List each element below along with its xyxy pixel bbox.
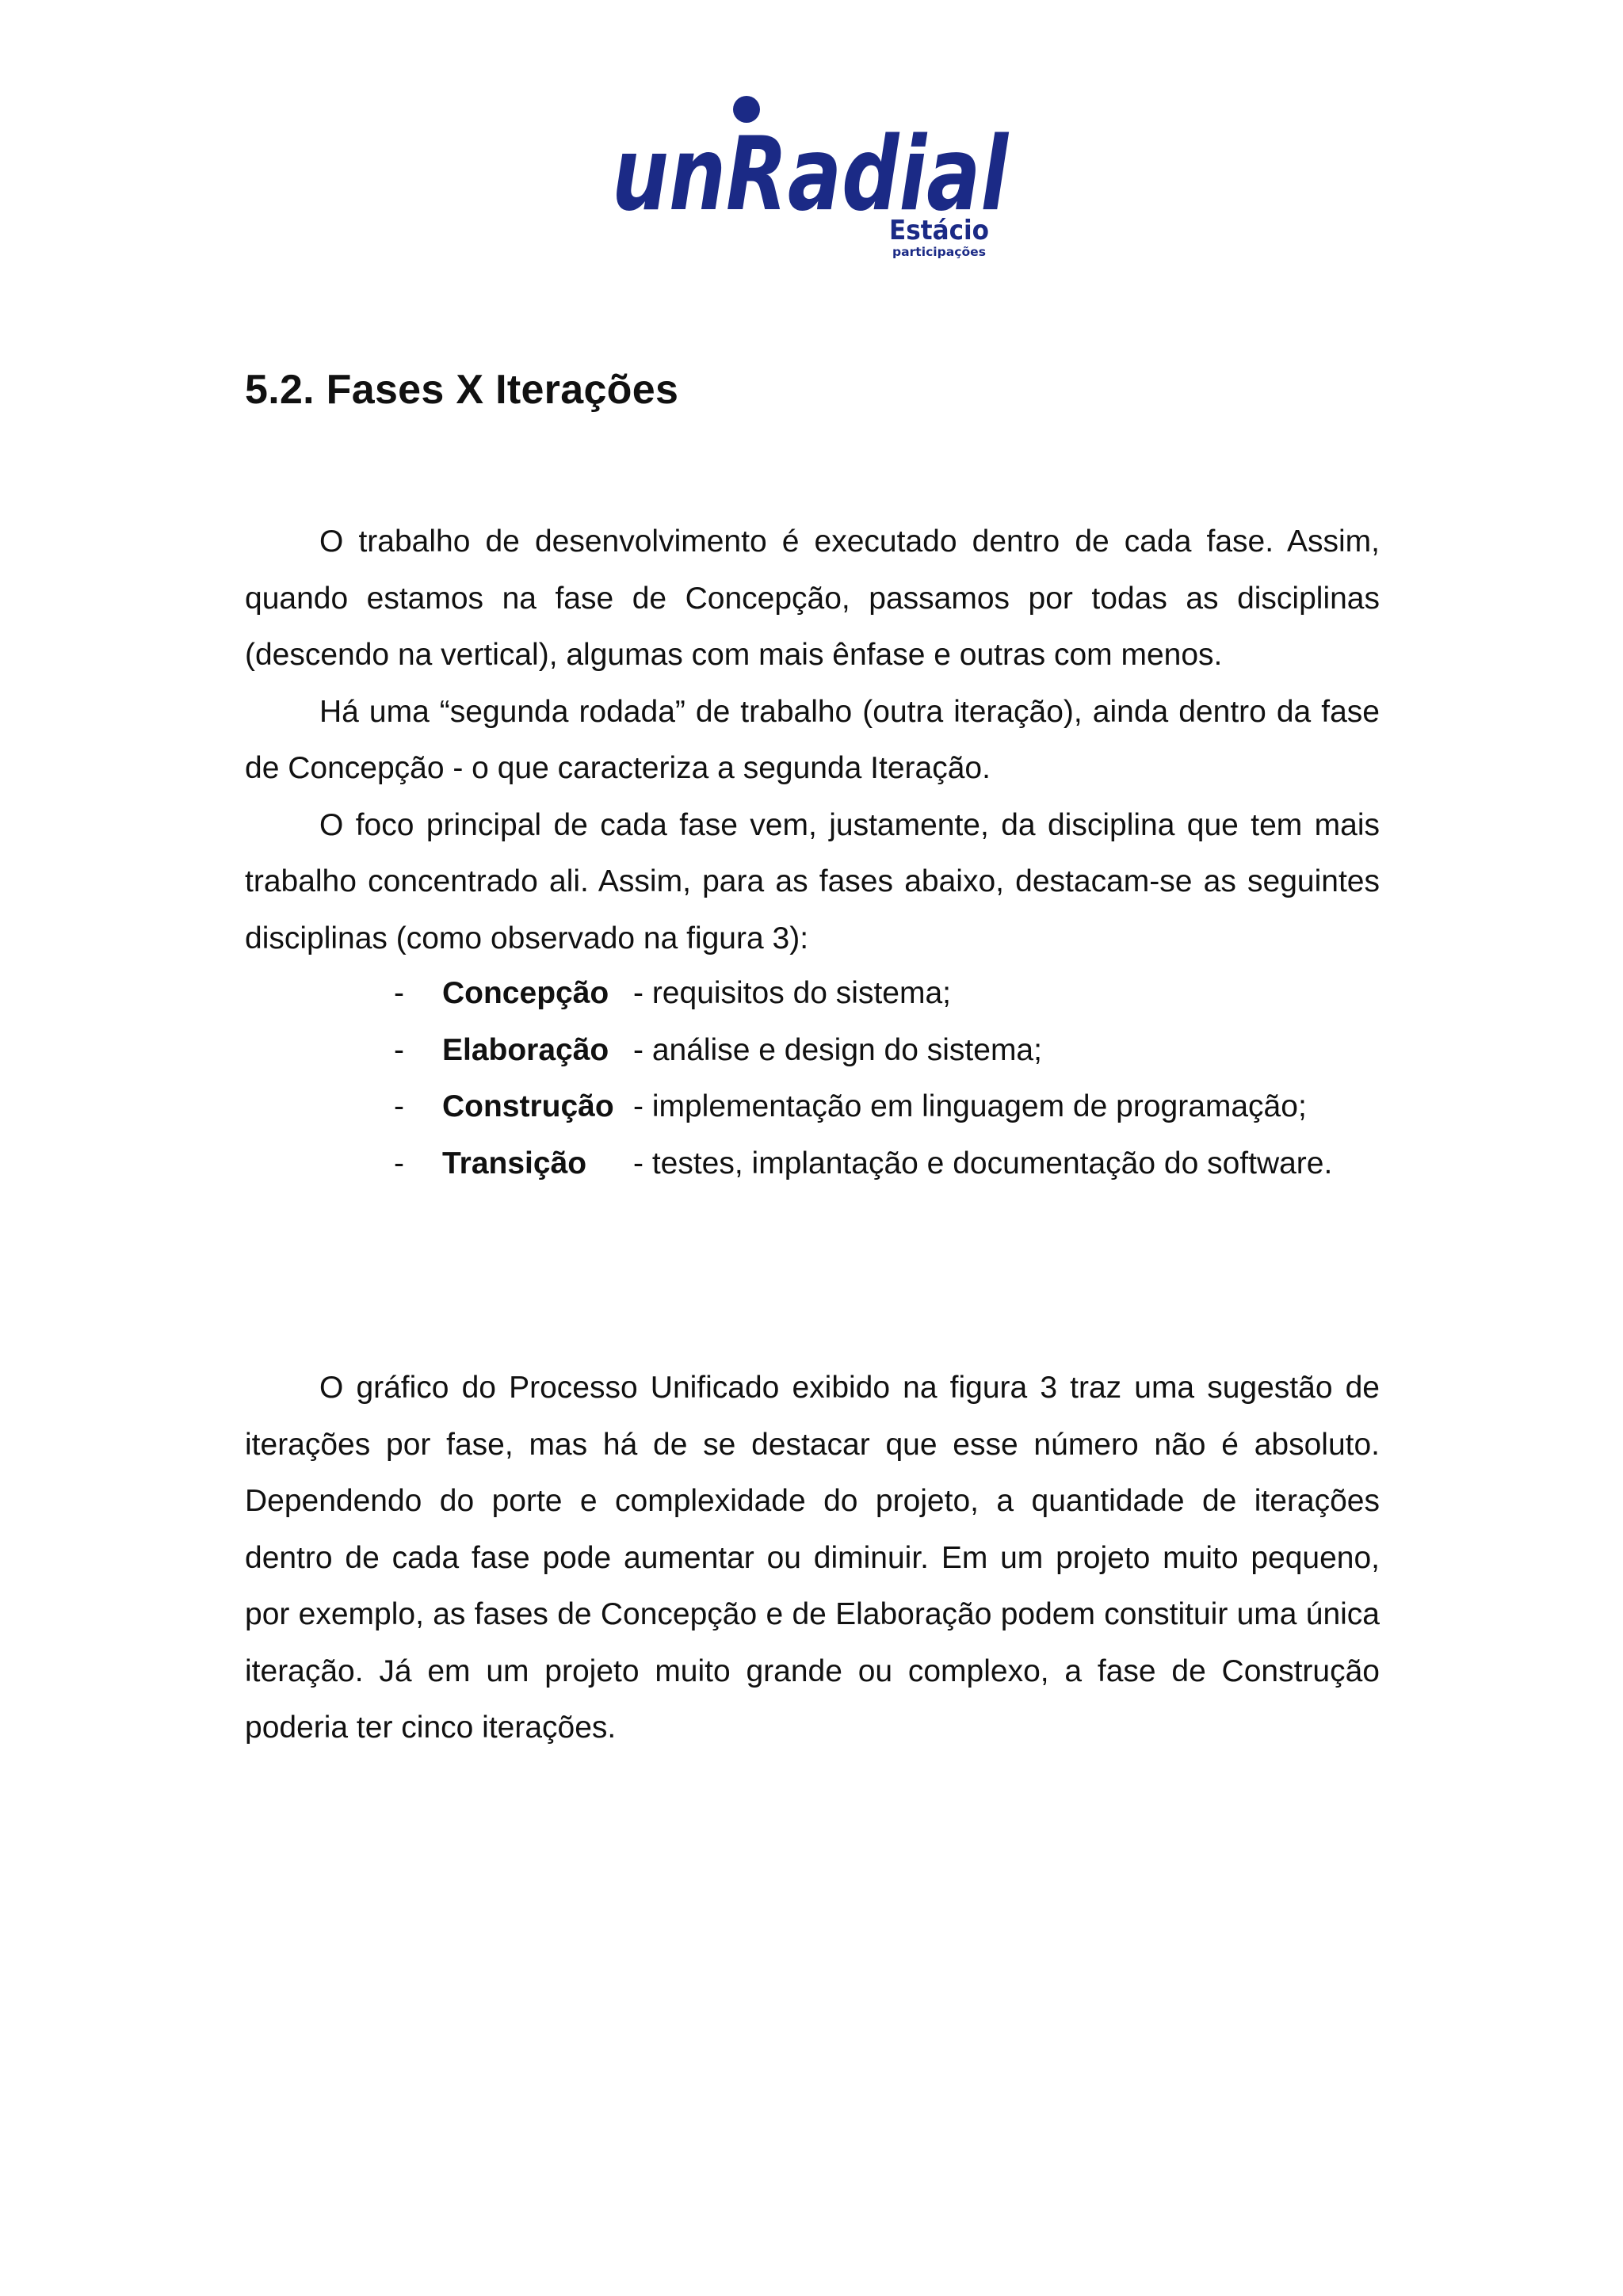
list-item (245, 965, 1386, 1022)
list-term: Concepção (442, 976, 609, 1010)
unradial-logo (610, 93, 1014, 264)
list-dash: - (394, 1089, 404, 1123)
list-term: Transição (442, 1146, 587, 1180)
list-dash: - (394, 1032, 404, 1067)
unradial-logo-mark (610, 93, 1014, 264)
closing-paragraph-block (245, 1360, 1380, 1756)
list-term: Elaboração (442, 1032, 609, 1067)
phase-discipline-list (245, 965, 1386, 1192)
list-item (245, 1022, 1386, 1079)
section-heading: 5.2. Fases X Iterações (245, 367, 679, 413)
paragraph: O trabalho de desenvolvimento é executado dentro de cada fase. Assim, quando estamos na fase de Concepção, passamos por todas as disciplinas (descendo na vertical), algumas com mais ênfase e outras com menos. (245, 524, 1380, 672)
logo-tagline: participações (892, 245, 987, 259)
paragraph: O foco principal de cada fase vem, justamente, da disciplina que tem mais trabalho concentrado ali. Assim, para as fases abaixo, destacam-se as seguintes disciplinas (como observado na figura 3): (245, 807, 1380, 955)
list-description: - testes, implantação e documentação do software. (633, 1146, 1333, 1180)
logo-wordmark: unRadial (612, 116, 1010, 234)
list-description: - análise e design do sistema; (633, 1032, 1042, 1067)
paragraph: O gráfico do Processo Unificado exibido na figura 3 traz uma sugestão de iterações por fase, mas há de se destacar que esse número não é absoluto. Dependendo do porte e complexidade do projeto, a quantidade de iterações dentro de cada fase pode aumentar ou diminuir. Em um projeto muito pequeno, por exemplo, as fases de Concepção e de Elaboração podem constituir uma única iteração. Já em um projeto muito grande ou complexo, a fase de Construção poderia ter cinco iterações. (245, 1371, 1380, 1745)
list-term: Construção (442, 1089, 614, 1123)
intro-paragraphs (245, 513, 1380, 967)
list-description: - implementação em linguagem de programação; (633, 1089, 1307, 1123)
list-item (245, 1078, 1386, 1135)
list-description: - requisitos do sistema; (633, 976, 951, 1010)
paragraph: Há uma “segunda rodada” de trabalho (outra iteração), ainda dentro da fase de Concepção - o que caracteriza a segunda Iteração. (245, 694, 1380, 785)
list-dash: - (394, 1146, 404, 1180)
list-item (245, 1135, 1386, 1192)
logo-brand: Estácio (889, 215, 989, 246)
list-dash: - (394, 976, 404, 1010)
